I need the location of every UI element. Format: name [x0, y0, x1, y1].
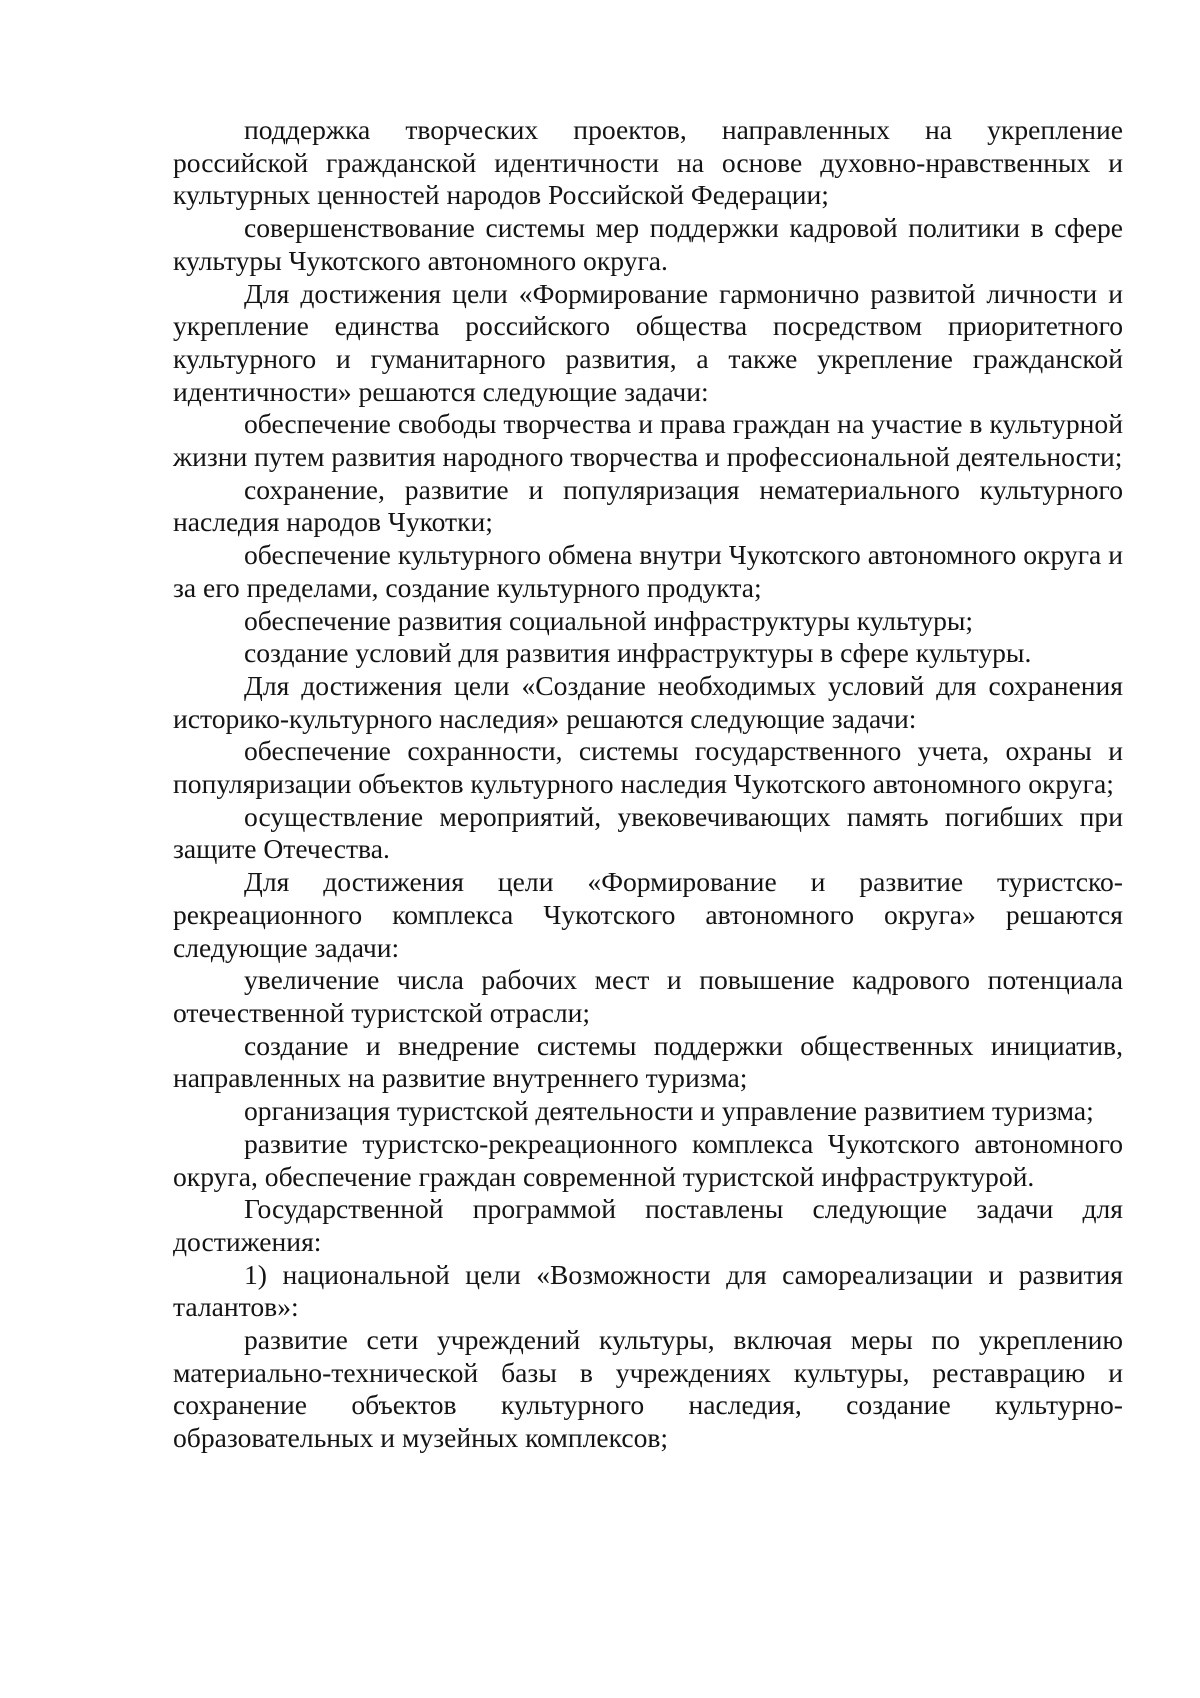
paragraph: поддержка творческих проектов, направленных на укрепление российской гражданской идентичности на основе духовно-нравственных и культурных ценностей народов Российской Федерации; [173, 114, 1123, 211]
paragraph: сохранение, развитие и популяризация нематериального культурного наследия народов Чукотки; [173, 473, 1123, 538]
paragraph: 1) национальной цели «Возможности для самореализации и развития талантов»: [173, 1258, 1123, 1323]
paragraph: создание и внедрение системы поддержки общественных инициатив, направленных на развитие внутреннего туризма; [173, 1029, 1123, 1094]
paragraph: развитие туристско-рекреационного комплекса Чукотского автономного округа, обеспечение граждан современной туристской инфраструктурой. [173, 1127, 1123, 1192]
paragraph: обеспечение культурного обмена внутри Чукотского автономного округа и за его пределами, создание культурного продукта; [173, 539, 1123, 603]
paragraph: Государственной программой поставлены следующие задачи для достижения: [173, 1193, 1123, 1257]
paragraph: Для достижения цели «Создание необходимых условий для сохранения историко-культурного наследия» решаются следующие задачи: [173, 669, 1123, 734]
paragraph: обеспечение развития социальной инфраструктуры культуры; [244, 604, 974, 636]
paragraph: совершенствование системы мер поддержки кадровой политики в сфере культуры Чукотского автономного округа. [173, 212, 1123, 276]
paragraph: обеспечение свободы творчества и права граждан на участие в культурной жизни путем развития народного творчества и профессиональной деятельности; [173, 408, 1123, 473]
paragraph: организация туристской деятельности и управление развитием туризма; [244, 1095, 1094, 1127]
paragraph: осуществление мероприятий, увековечивающих память погибших при защите Отечества. [173, 800, 1123, 865]
paragraph: создание условий для развития инфраструктуры в сфере культуры. [244, 637, 1032, 669]
document-body [173, 114, 1123, 1455]
paragraph: Для достижения цели «Формирование гармонично развитой личности и укрепление единства российского общества посредством приоритетного культурного и гуманитарного развития, а также укрепление гражданской идентичности» решаются следующие задачи: [173, 277, 1123, 407]
paragraph: развитие сети учреждений культуры, включая меры по укреплению материально-технической базы в учреждениях культуры, реставрацию и сохранение объектов культурного наследия, создание культурно-образовательных и музейных комплексов; [173, 1324, 1123, 1454]
paragraph: Для достижения цели «Формирование и развитие туристско-рекреационного комплекса Чукотского автономного округа» решаются следующие задачи: [173, 866, 1123, 963]
paragraph: увеличение числа рабочих мест и повышение кадрового потенциала отечественной туристской отрасли; [173, 964, 1123, 1028]
paragraph: обеспечение сохранности, системы государственного учета, охраны и популяризации объектов культурного наследия Чукотского автономного округа; [173, 735, 1123, 800]
